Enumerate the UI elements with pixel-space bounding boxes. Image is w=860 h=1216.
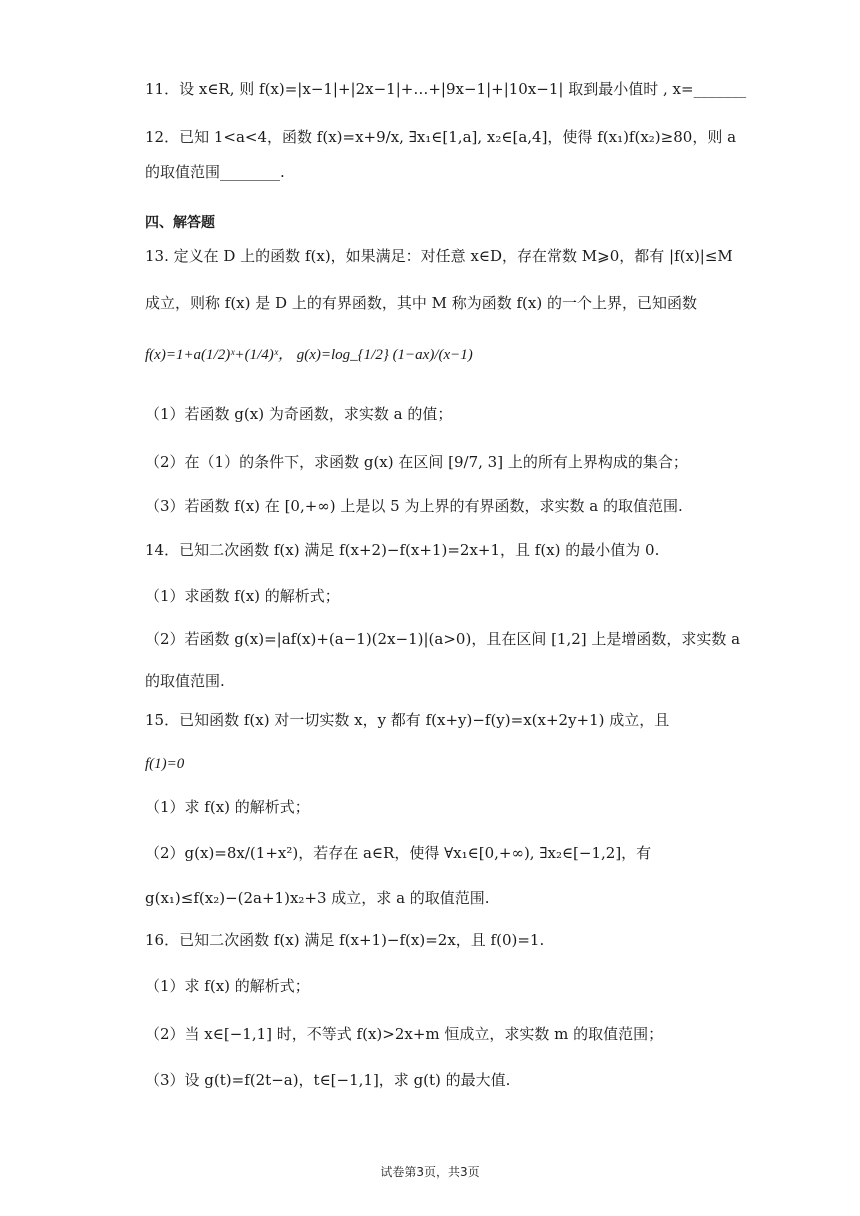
- question-16-part-1: （1）求 f(x) 的解析式；: [145, 977, 310, 995]
- question-14-part-2-cont: 的取值范围.: [145, 672, 225, 690]
- question-15-part-1: （1）求 f(x) 的解析式；: [145, 798, 310, 816]
- question-13-functions: f(x)=1+a(1/2)ˣ+(1/4)ˣ， g(x)=log_{1/2} (1−ax)/(x−1): [145, 347, 473, 363]
- question-13-part-2: （2）在（1）的条件下，求函数 g(x) 在区间 [9/7, 3] 上的所有上界构成的集合；: [145, 453, 688, 471]
- question-14-part-1: （1）求函数 f(x) 的解析式；: [145, 587, 340, 605]
- question-15-cont: f(1)=0: [145, 756, 185, 772]
- question-12-cont: 的取值范围________.: [145, 163, 285, 181]
- page-footer: 试卷第3页，共3页: [380, 1165, 480, 1179]
- question-16-part-3: （3）设 g(t)=f(2t−a)，t∈[−1,1]，求 g(t) 的最大值.: [145, 1071, 511, 1089]
- question-14: 14．已知二次函数 f(x) 满足 f(x+2)−f(x+1)=2x+1，且 f(x) 的最小值为 0.: [145, 541, 660, 559]
- question-13-cont: 成立，则称 f(x) 是 D 上的有界函数，其中 M 称为函数 f(x) 的一个上界，已知函数: [145, 294, 697, 312]
- question-14-part-2: （2）若函数 g(x)=|af(x)+(a−1)(2x−1)|(a>0)，且在区间 [1,2] 上是增函数，求实数 a: [145, 630, 741, 648]
- question-12: 12．已知 1<a<4，函数 f(x)=x+9/x, ∃x₁∈[1,a], x₂∈[a,4]，使得 f(x₁)f(x₂)≥80，则 a: [145, 128, 737, 146]
- question-13-part-1: （1）若函数 g(x) 为奇函数，求实数 a 的值；: [145, 405, 453, 423]
- question-16: 16．已知二次函数 f(x) 满足 f(x+1)−f(x)=2x，且 f(0)=1.: [145, 931, 545, 949]
- question-15: 15．已知函数 f(x) 对一切实数 x，y 都有 f(x+y)−f(y)=x(x+2y+1) 成立，且: [145, 711, 670, 729]
- question-15-part-2-cont: g(x₁)≤f(x₂)−(2a+1)x₂+3 成立，求 a 的取值范围.: [145, 889, 490, 907]
- question-16-part-2: （2）当 x∈[−1,1] 时，不等式 f(x)>2x+m 恒成立，求实数 m 的取值范围；: [145, 1025, 664, 1043]
- question-11: 11．设 x∈R, 则 f(x)=|x−1|+|2x−1|+…+|9x−1|+|10x−1| 取到最小值时 , x=_______: [145, 80, 747, 98]
- section-heading: 四、解答题: [145, 215, 215, 231]
- question-13-part-3: （3）若函数 f(x) 在 [0,+∞) 上是以 5 为上界的有界函数，求实数 a 的取值范围.: [145, 497, 683, 515]
- question-13: 13. 定义在 D 上的函数 f(x)，如果满足：对任意 x∈D，存在常数 M⩾0，都有 |f(x)|≤M: [145, 247, 733, 265]
- question-15-part-2: （2）g(x)=8x/(1+x²)，若存在 a∈R，使得 ∀x₁∈[0,+∞), ∃x₂∈[−1,2]，有: [145, 844, 652, 862]
